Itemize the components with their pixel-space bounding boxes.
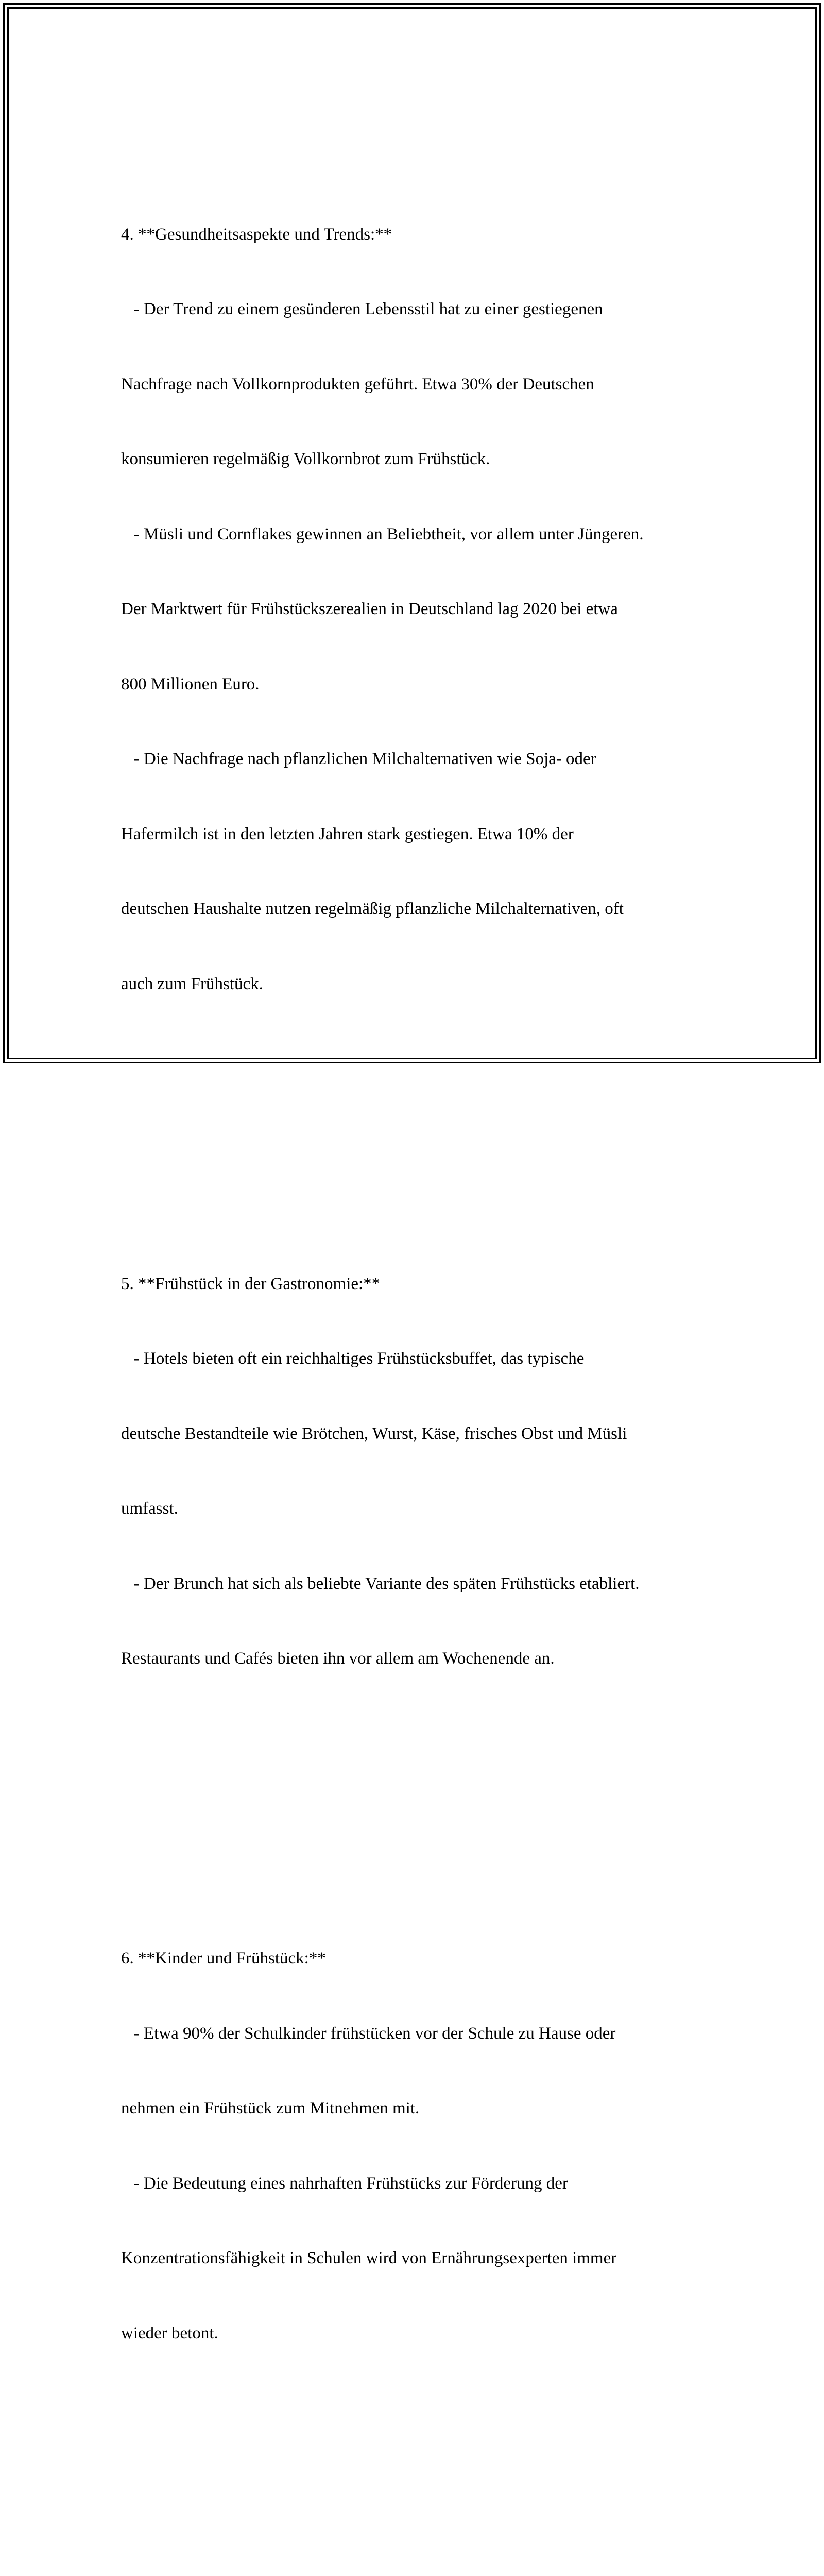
blank-line — [121, 1122, 729, 1147]
text-line: Nachfrage nach Vollkornprodukten geführt. Etwa 30% der Deutschen — [121, 372, 729, 397]
text-line: Der Marktwert für Frühstückszerealien in Deutschland lag 2020 bei etwa — [121, 597, 729, 622]
text-line: Restaurants und Cafés bieten ihn vor allem am Wochenende an. — [121, 1646, 729, 1671]
text-line: - Etwa 90% der Schulkinder frühstücken vor der Schule zu Hause oder — [121, 2021, 729, 2046]
text-line: deutschen Haushalte nutzen regelmäßig pflanzliche Milchalternativen, oft — [121, 896, 729, 922]
blank-line — [121, 2471, 729, 2496]
section-children — [121, 1896, 729, 2396]
text-line: umfasst. — [121, 1496, 729, 1521]
text-line: deutsche Bestandteile wie Brötchen, Wurst, Käse, frisches Obst und Müsli — [121, 1421, 729, 1447]
section-heading: 4. **Gesundheitsaspekte und Trends:** — [121, 222, 729, 247]
text-line: auch zum Frühstück. — [121, 972, 729, 997]
text-line: - Der Brunch hat sich als beliebte Variante des späten Frühstücks etabliert. — [121, 1571, 729, 1597]
text-line: - Müsli und Cornflakes gewinnen an Beliebtheit, vor allem unter Jüngeren. — [121, 522, 729, 547]
text-line: wieder betont. — [121, 2321, 729, 2346]
section-health-trends — [121, 172, 729, 1047]
section-heading: 6. **Kinder und Frühstück:** — [121, 1946, 729, 1971]
text-line: - Der Trend zu einem gesünderen Lebensstil hat zu einer gestiegenen — [121, 297, 729, 322]
section-heading: 5. **Frühstück in der Gastronomie:** — [121, 1272, 729, 1297]
text-line: 800 Millionen Euro. — [121, 672, 729, 697]
section-gastronomy — [121, 1222, 729, 1721]
text-line: Konzentrationsfähigkeit in Schulen wird von Ernährungsexperten immer — [121, 2246, 729, 2271]
text-line: Hafermilch ist in den letzten Jahren stark gestiegen. Etwa 10% der — [121, 822, 729, 847]
text-line: - Die Nachfrage nach pflanzlichen Milchalternativen wie Soja- oder — [121, 747, 729, 772]
document-body — [121, 97, 729, 2576]
text-line: - Die Bedeutung eines nahrhaften Frühstücks zur Förderung der — [121, 2171, 729, 2196]
text-line: konsumieren regelmäßig Vollkornbrot zum Frühstück. — [121, 447, 729, 472]
blank-line — [121, 1796, 729, 1821]
text-line: nehmen ein Frühstück zum Mitnehmen mit. — [121, 2096, 729, 2121]
text-line: - Hotels bieten oft ein reichhaltiges Frühstücksbuffet, das typische — [121, 1346, 729, 1371]
section-globalization — [121, 2571, 729, 2576]
